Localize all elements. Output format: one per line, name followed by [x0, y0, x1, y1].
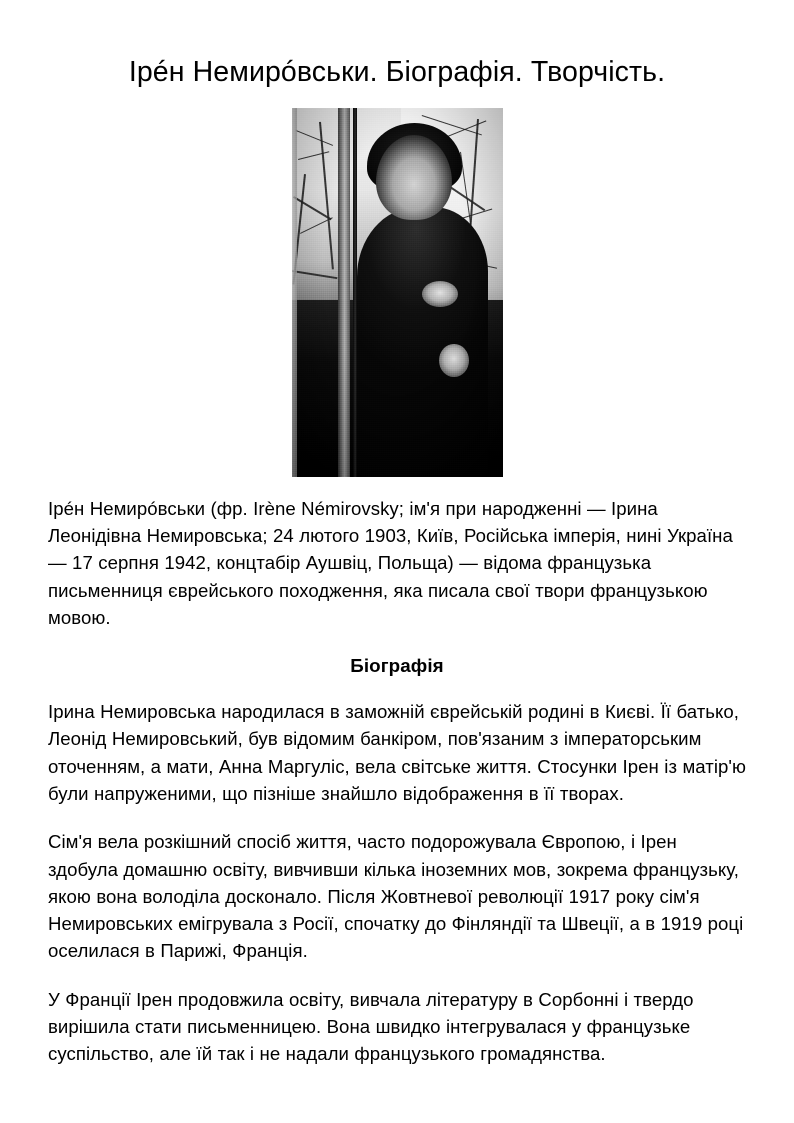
- biography-paragraph-2: Сім'я вела розкішний спосіб життя, часто подорожувала Європою, і Ірен здобула домашню освіту, вивчивши кілька іноземних мов, зокрема французьку, якою вона володіла досконало. Після Жовтневої революції 1917 року сім'я Немировських емігрувала з Росії, спочатку до Фінляндії та Швеції, а в 1919 році оселилася в Парижі, Франція.: [48, 831, 744, 962]
- biography-paragraph-3: У Франції Ірен продовжила освіту, вивчала літературу в Сорбонні і твердо вирішила стати письменницею. Вона швидко інтегрувалася у французьке суспільство, але їй так і не надали французького громадянства.: [48, 988, 694, 1065]
- photo-window-mullion: [338, 108, 350, 477]
- page-title: Ірéн Немирóвськи. Біографія. Творчість.: [128, 56, 666, 88]
- photo-window-edge: [292, 108, 297, 477]
- section-heading-biography: Біографія: [350, 655, 444, 677]
- photo-subject-hand: [439, 344, 469, 377]
- biography-paragraph-1: Ірина Немировська народилася в заможній єврейській родині в Києві. Її батько, Леонід Немировський, був відомим банкіром, пов'язаним з імператорським оточенням, а мати, Анна Маргуліс, вела світське життя. Стосунки Ірен із матір'ю були напруженими, що пізніше знайшло відображення в її творах.: [48, 701, 747, 804]
- photo-subject-body: [357, 207, 488, 476]
- lead-paragraph: Ірéн Немирóвськи (фр. Irène Némirovsky; ім'я при народженні — Ірина Леонідівна Немировська; 24 лютого 1903, Київ, Російська імперія, нині Україна — 17 серпня 1942, концтабір Аушвіц, Польща) — відома французька письменниця єврейського походження, яка писала свої твори французькою мовою.: [48, 497, 733, 628]
- portrait-photo-container: [292, 108, 503, 477]
- portrait-photo: [292, 108, 503, 477]
- photo-subject-face: [376, 135, 452, 220]
- document-body: [0, 495, 794, 1068]
- photo-subject-hand: [422, 281, 458, 307]
